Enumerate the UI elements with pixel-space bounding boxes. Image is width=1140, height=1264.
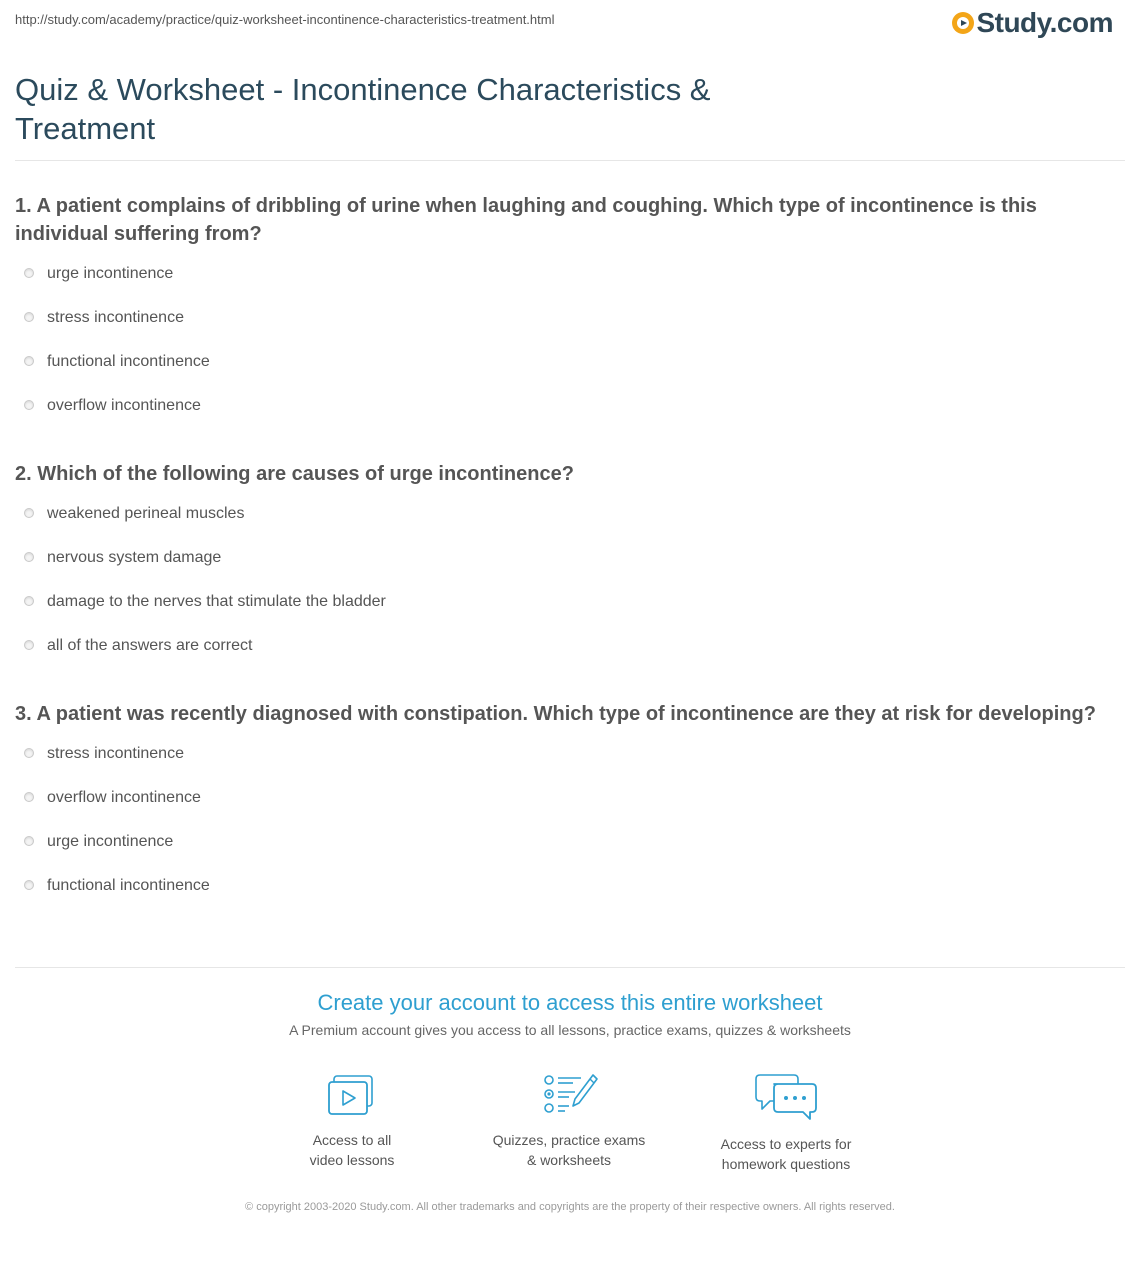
- feature-quizzes: [479, 1072, 659, 1170]
- answer-label: functional incontinence: [47, 877, 210, 894]
- radio-button[interactable]: [24, 640, 34, 650]
- question-text: 3. A patient was recently diagnosed with constipation. Which type of incontinence are they at risk for developing?: [15, 703, 1096, 725]
- page-url: http://study.com/academy/practice/quiz-worksheet-incontinence-characteristics-treatment.html: [15, 12, 555, 27]
- answer-option[interactable]: [15, 876, 1100, 920]
- header-bar: [15, 0, 1125, 50]
- answer-list: [15, 504, 1100, 680]
- logo-text: Study.com: [976, 7, 1113, 38]
- feature-label: Quizzes, practice exams & worksheets: [492, 1132, 646, 1168]
- title-divider: [15, 160, 1125, 161]
- cta-subtitle: A Premium account gives you access to all lessons, practice exams, quizzes & worksheets: [289, 1022, 851, 1038]
- play-logo-icon: [952, 12, 974, 34]
- answer-option[interactable]: [15, 396, 1100, 440]
- question-2: [15, 460, 1100, 680]
- feature-experts: [696, 1072, 876, 1174]
- radio-button[interactable]: [24, 836, 34, 846]
- feature-label: Access to all video lessons: [309, 1132, 395, 1168]
- radio-button[interactable]: [24, 748, 34, 758]
- page-title: Quiz & Worksheet - Incontinence Characteristics & Treatment: [15, 72, 711, 146]
- answer-label: damage to the nerves that stimulate the bladder: [47, 593, 386, 610]
- radio-button[interactable]: [24, 792, 34, 802]
- answer-label: weakened perineal muscles: [47, 505, 245, 522]
- question-text: 2. Which of the following are causes of urge incontinence?: [15, 463, 574, 485]
- answer-label: functional incontinence: [47, 353, 210, 370]
- chat-bubbles-icon: [754, 1072, 818, 1122]
- answer-option[interactable]: [15, 264, 1100, 308]
- radio-button[interactable]: [24, 312, 34, 322]
- answer-label: urge incontinence: [47, 265, 174, 282]
- answer-label: overflow incontinence: [47, 397, 201, 414]
- video-lessons-icon: [324, 1072, 380, 1118]
- answer-option[interactable]: [15, 308, 1100, 352]
- section-divider: [15, 967, 1125, 968]
- answer-label: nervous system damage: [47, 549, 222, 566]
- answer-label: stress incontinence: [47, 309, 184, 326]
- answer-option[interactable]: [15, 788, 1100, 832]
- question-text: 1. A patient complains of dribbling of urine when laughing and coughing. Which type of incontinence is this individual suffering from?: [15, 195, 1037, 245]
- feature-video-lessons: [262, 1072, 442, 1170]
- radio-button[interactable]: [24, 400, 34, 410]
- answer-label: urge incontinence: [47, 833, 174, 850]
- question-3: [15, 700, 1100, 920]
- study-logo[interactable]: [952, 8, 1113, 38]
- answer-label: stress incontinence: [47, 745, 184, 762]
- answer-list: [15, 264, 1100, 440]
- answer-option[interactable]: [15, 352, 1100, 396]
- radio-button[interactable]: [24, 508, 34, 518]
- answer-label: overflow incontinence: [47, 789, 201, 806]
- feature-label: Access to experts for homework questions: [720, 1136, 852, 1172]
- radio-button[interactable]: [24, 880, 34, 890]
- answer-option[interactable]: [15, 636, 1100, 680]
- answer-label: all of the answers are correct: [47, 637, 253, 654]
- quiz-checklist-icon: [539, 1072, 599, 1118]
- answer-option[interactable]: [15, 832, 1100, 876]
- signup-cta: [0, 988, 1140, 1038]
- radio-button[interactable]: [24, 268, 34, 278]
- answer-option[interactable]: [15, 592, 1100, 636]
- radio-button[interactable]: [24, 552, 34, 562]
- question-1: [15, 192, 1100, 440]
- radio-button[interactable]: [24, 596, 34, 606]
- answer-list: [15, 744, 1100, 920]
- radio-button[interactable]: [24, 356, 34, 366]
- copyright-footer: © copyright 2003-2020 Study.com. All other trademarks and copyrights are the property of their respective owners. All rights reserved.: [245, 1201, 895, 1213]
- answer-option[interactable]: [15, 504, 1100, 548]
- answer-option[interactable]: [15, 744, 1100, 788]
- answer-option[interactable]: [15, 548, 1100, 592]
- create-account-link[interactable]: Create your account to access this entire worksheet: [317, 990, 823, 1015]
